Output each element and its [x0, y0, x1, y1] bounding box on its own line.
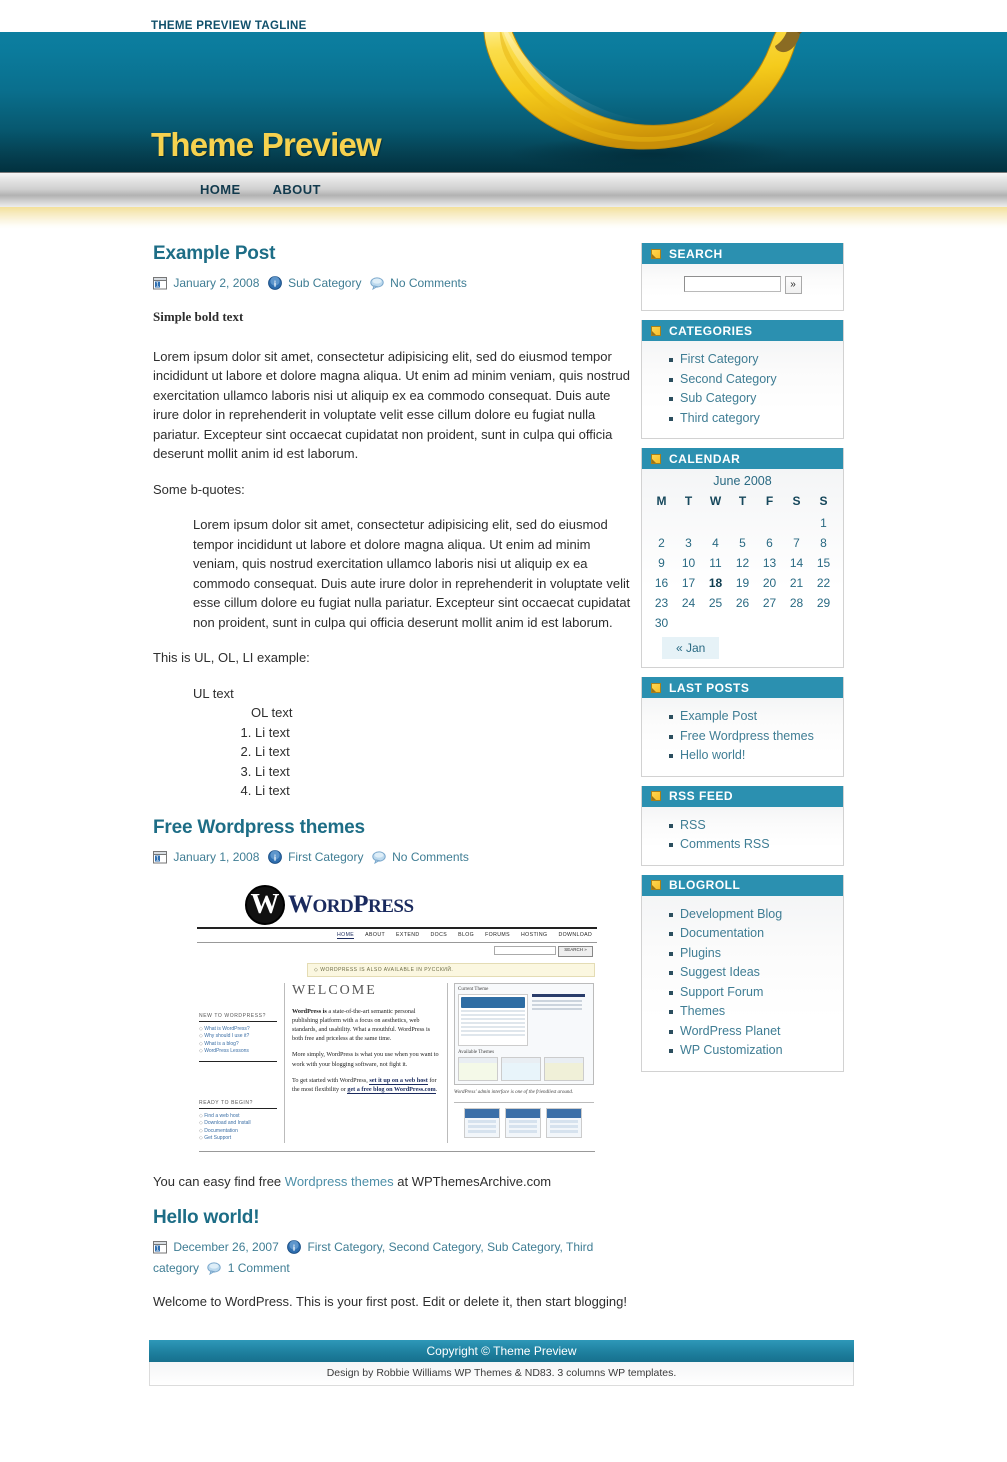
list-item: 1. Li text	[255, 723, 631, 743]
calendar-day	[756, 613, 783, 633]
calendar-day: 2	[658, 536, 665, 550]
list-item[interactable]	[680, 1041, 835, 1061]
calendar-day: 5	[739, 536, 746, 550]
header-banner	[0, 32, 1007, 172]
calendar-day: 29	[816, 596, 831, 610]
wp-theme-thumb	[458, 1057, 498, 1081]
wp-theme-row	[458, 994, 590, 1046]
svg-text:i: i	[273, 852, 276, 862]
wp-bottom-divider	[199, 1151, 595, 1152]
list-item[interactable]	[680, 350, 835, 370]
calendar-day	[756, 513, 783, 533]
wp-paragraph-1: WordPress is a state-of-the-art semantic personal publishing platform with a focus on aesthetics, web standards, and usability. What a mouthful. WordPress is both free and priceless at the same time.	[292, 1007, 431, 1043]
calendar-day: 20	[762, 576, 777, 590]
post-meta	[153, 1238, 631, 1280]
wp-left-link: ◇ WordPress Lessons	[199, 1048, 277, 1056]
calendar-week	[648, 613, 837, 633]
calendar-day	[702, 513, 729, 533]
calendar-week	[648, 573, 837, 593]
wp-theme-thumb	[544, 1057, 584, 1081]
list-item[interactable]	[680, 816, 835, 836]
page-footer	[149, 1340, 854, 1386]
search-submit-button[interactable]: »	[785, 276, 802, 294]
category-link[interactable]: Sub Category	[680, 391, 757, 405]
calendar-day: 3	[685, 536, 692, 550]
calendar-weekday: F	[765, 494, 774, 508]
post-bold-text: Simple bold text	[153, 309, 244, 324]
wp-nav-item: HOSTING	[521, 931, 548, 938]
widget-body	[642, 264, 843, 310]
widget-header	[642, 875, 843, 896]
svg-text:1: 1	[155, 282, 160, 289]
widget-header	[642, 786, 843, 807]
post-comments[interactable]: 1 Comment	[227, 1261, 290, 1275]
list-item[interactable]	[680, 905, 835, 925]
wp-paragraph-3: To get started with WordPress, set it up on a web host for the most flexibility or get a free blog on WordPress.com.	[292, 1076, 438, 1093]
widget-body	[642, 896, 843, 1071]
wp-left-links-2	[199, 1113, 277, 1143]
calendar-day: 25	[708, 596, 723, 610]
wp-left-column	[199, 983, 277, 1143]
widget-header	[642, 448, 843, 469]
list-item[interactable]	[680, 1022, 835, 1042]
calendar-day: 27	[762, 596, 777, 610]
wordpress-homepage-screenshot	[197, 881, 597, 1152]
wp-theme-mock-window	[458, 994, 528, 1046]
wp-theme-thumb	[501, 1057, 541, 1081]
wp-left-divider	[199, 1061, 277, 1100]
wp-welcome-heading: WELCOME	[292, 982, 377, 998]
calendar-day: 13	[762, 556, 777, 570]
widget-title: LAST POSTS	[669, 680, 750, 695]
widget-title: BLOGROLL	[669, 878, 741, 892]
calendar-nav	[648, 637, 837, 659]
calendar-caption: June 2008	[713, 474, 772, 488]
nav-item-home[interactable]: HOME	[200, 182, 241, 197]
post-hello-world	[149, 1207, 631, 1312]
calendar-day	[729, 513, 756, 533]
svg-text:1: 1	[155, 1246, 160, 1253]
rss-link[interactable]: Comments RSS	[680, 837, 770, 851]
calendar-icon	[153, 1240, 167, 1259]
wp-screenshot-thumb	[464, 1108, 500, 1138]
post-body	[153, 307, 631, 801]
calendar-day: 26	[735, 596, 750, 610]
wp-right-divider	[454, 1102, 594, 1103]
post-paragraph: Welcome to WordPress. This is your first post. Edit or delete it, then start blogging!	[153, 1294, 627, 1309]
calendar-day	[702, 613, 729, 633]
wp-right-column	[447, 983, 594, 1143]
list-item[interactable]	[680, 389, 835, 409]
calendar-weekday: S	[792, 494, 801, 508]
calendar-day: 16	[654, 576, 669, 590]
wordpress-themes-link[interactable]: Wordpress themes	[284, 1173, 394, 1189]
svg-text:i: i	[292, 1243, 296, 1253]
post-free-wordpress-themes	[149, 817, 631, 1192]
blogroll-link[interactable]: Development Blog	[680, 906, 783, 921]
calendar-body	[648, 513, 837, 633]
info-icon	[268, 850, 282, 869]
wp-nav-item: ABOUT	[365, 931, 386, 938]
widget-blogroll	[641, 875, 844, 1072]
post-blockquote: Lorem ipsum dolor sit amet, consectetur adipisicing elit, sed do eiusmod tempor incididunt ut labore et dolore magna aliqua. Ut enim ad minim veniam, quis nostrud exercitation ullamco laboris nisi ut aliquip ex ea commodo consequat. Duis aute irure dolor in reprehenderit in voluptate velit esse cillum dolore eu fugiat nulla pariatur. Excepteur sint occaecat cupidatat non proident, sunt in culpa qui officia deserunt mollit anim id est laborum.	[193, 517, 631, 630]
list-item[interactable]	[680, 963, 835, 983]
rss-link[interactable]: RSS	[680, 817, 706, 832]
list-item: 2. Li text	[255, 742, 631, 762]
calendar-icon	[153, 276, 167, 295]
widget-title: SEARCH	[669, 246, 723, 261]
comment-bubble-icon	[207, 1261, 221, 1280]
blogroll-link[interactable]: Support Forum	[680, 984, 764, 999]
calendar-week	[648, 593, 837, 613]
list-item[interactable]	[680, 409, 835, 429]
calendar-day: 17	[681, 576, 696, 590]
widget-square-icon	[651, 791, 661, 801]
calendar-day	[729, 613, 756, 633]
wp-nav-item: BLOG	[458, 931, 475, 938]
columns-container	[149, 229, 854, 1328]
calendar-day	[648, 513, 675, 533]
post-category[interactable]: First Category	[288, 849, 364, 864]
wp-left-label-2: READY TO BEGIN?	[199, 1100, 277, 1109]
wp-left-link: ◇ What is WordPress?	[199, 1026, 277, 1034]
wp-left-link: ◇ Download and Install	[199, 1120, 277, 1128]
category-link[interactable]: Second Category	[680, 371, 777, 386]
categories-list	[650, 350, 835, 428]
ol-text: OL text	[251, 705, 293, 720]
wp-screenshot-thumb	[505, 1108, 541, 1138]
post-link[interactable]: Example Post	[680, 709, 758, 723]
wp-theme-mock-text	[532, 994, 590, 1046]
widget-rss-feed	[641, 786, 844, 866]
widget-calendar	[641, 448, 844, 668]
wp-search-button: SEARCH »	[558, 946, 593, 957]
post-category[interactable]: First Category, Second Category, Sub Category, Third category	[153, 1240, 594, 1275]
calendar-day: 11	[709, 556, 722, 570]
calendar-table	[648, 474, 837, 633]
calendar-day: 9	[658, 556, 665, 570]
calendar-day	[783, 513, 810, 533]
wp-search-field	[494, 946, 556, 955]
list-item: 4. Li text	[255, 781, 631, 801]
widget-square-icon	[651, 326, 661, 336]
blogroll-link[interactable]: Themes	[680, 1004, 726, 1018]
category-link[interactable]: First Category	[680, 352, 759, 366]
widget-title: CALENDAR	[669, 451, 741, 466]
post-paragraph: Lorem ipsum dolor sit amet, consectetur adipisicing elit, sed do eiusmod tempor incididunt ut labore et dolore magna aliqua. Ut enim ad minim veniam, quis nostrud exercitation ullamco laboris nisi ut aliquip ex ea commodo consequat. Duis aute irure dolor in reprehenderit in voluptate velit esse cillum dolore eu fugiat nulla pariatur. Excepteur sint occaecat cupidatat non proident, sunt in culpa qui officia deserunt mollit anim id est laborum.	[153, 348, 630, 461]
calendar-week	[648, 513, 837, 533]
calendar-day	[810, 613, 837, 633]
header-accent-strip	[0, 207, 1007, 229]
search-input[interactable]	[684, 276, 781, 292]
content-column	[149, 243, 641, 1328]
wp-left-link: ◇ Find a web host	[199, 1113, 277, 1121]
post-date[interactable]: January 1, 2008	[173, 849, 260, 864]
post-date[interactable]: January 2, 2008	[173, 276, 260, 290]
list-item[interactable]	[680, 924, 835, 944]
wp-nav-item: FORUMS	[485, 931, 510, 938]
calendar-day: 4	[712, 536, 719, 550]
site-tagline: THEME PREVIEW TAGLINE	[151, 20, 307, 32]
tagline-bar	[0, 0, 1007, 32]
calendar-day	[675, 613, 702, 633]
list-item[interactable]	[680, 944, 835, 964]
widget-header	[642, 320, 843, 341]
wp-search-row	[197, 943, 597, 960]
post-meta	[153, 274, 631, 295]
calendar-day: 8	[820, 536, 827, 550]
blogroll-link[interactable]: WP Customization	[680, 1043, 783, 1057]
list-demo-block	[193, 684, 631, 801]
blogroll-link[interactable]: Plugins	[680, 945, 721, 960]
ordered-list	[193, 723, 631, 801]
calendar-day: 12	[735, 556, 750, 570]
calendar-weekday: T	[684, 494, 693, 508]
calendar-day: 14	[789, 556, 804, 570]
footer-credit-link-1[interactable]: Robbie Williams WP Themes	[376, 1366, 512, 1379]
calendar-week	[648, 553, 837, 573]
rss-list	[650, 816, 835, 855]
calendar-day	[783, 613, 810, 633]
calendar-day-today: 18	[708, 576, 723, 590]
calendar-day: 6	[766, 536, 773, 550]
wp-theme-box	[454, 983, 594, 1085]
post-comments[interactable]: No Comments	[390, 276, 467, 290]
wp-logo-row	[197, 881, 597, 929]
wp-theme-caption: Current Theme	[458, 986, 489, 992]
calendar-weekday: M	[656, 494, 667, 508]
post-title[interactable]: Example Post	[153, 243, 276, 264]
calendar-day: 7	[793, 536, 800, 550]
list-item: 3. Li text	[255, 762, 631, 782]
calendar-day: 10	[681, 556, 696, 570]
list-item[interactable]	[680, 835, 835, 855]
calendar-day: 22	[816, 576, 831, 590]
wp-nav-item: EXTEND	[396, 931, 420, 938]
wp-paragraph-2: More simply, WordPress is what you use when you want to work with your blogging software, not fight it.	[292, 1051, 439, 1068]
wp-nav-item: DOCS	[430, 931, 448, 938]
widget-square-icon	[651, 249, 661, 259]
widget-header	[642, 243, 843, 264]
widget-last-posts	[641, 677, 844, 777]
post-category[interactable]: Sub Category	[288, 276, 362, 290]
blogroll-link[interactable]: Suggest Ideas	[680, 965, 760, 979]
sidebar-column	[641, 243, 844, 1081]
widget-header	[642, 677, 843, 698]
list-item[interactable]	[680, 983, 835, 1003]
post-body	[153, 1292, 631, 1312]
comment-bubble-icon	[372, 850, 386, 869]
post-title[interactable]: Free Wordpress themes	[153, 816, 365, 838]
last-posts-list	[650, 707, 835, 766]
post-caption: You can easy find free Wordpress themes at WPThemesArchive.com	[153, 1173, 552, 1189]
blogroll-list	[650, 905, 835, 1061]
main-navigation	[0, 172, 1007, 207]
wp-center-column	[284, 983, 440, 1143]
footer-copyright: Copyright © Theme Preview	[149, 1340, 854, 1362]
svg-text:1: 1	[155, 856, 160, 863]
post-body	[153, 1172, 631, 1192]
post-date[interactable]: December 26, 2007	[173, 1240, 279, 1254]
calendar-day: 24	[681, 596, 696, 610]
category-link[interactable]: Third category	[680, 410, 760, 425]
wp-available-label: Available Themes	[458, 1049, 495, 1055]
post-title[interactable]: Hello world!	[153, 1207, 260, 1228]
calendar-day: 19	[735, 576, 750, 590]
wp-left-link: ◇ Documentation	[199, 1128, 277, 1136]
calendar-weekday: S	[819, 494, 828, 508]
calendar-weekday: T	[738, 494, 747, 508]
calendar-day: 30	[654, 616, 669, 630]
footer-credit-link-2[interactable]: ND83	[524, 1366, 552, 1379]
list-intro: This is UL, OL, LI example:	[153, 650, 310, 665]
list-item[interactable]	[680, 370, 835, 390]
calendar-day: 28	[789, 596, 804, 610]
post-comments[interactable]: No Comments	[392, 849, 469, 864]
widget-body	[642, 341, 843, 438]
wp-left-label-1: NEW TO WORDPRESS?	[199, 1013, 277, 1022]
wp-screenshot-thumbs	[454, 1108, 594, 1138]
list-item[interactable]	[680, 727, 835, 747]
info-icon	[268, 276, 282, 295]
comment-bubble-icon	[370, 276, 384, 295]
calendar-weekday: W	[709, 494, 722, 508]
wp-left-link: ◇ What is a blog?	[199, 1041, 277, 1049]
calendar-week	[648, 533, 837, 553]
post-link[interactable]: Hello world!	[680, 748, 746, 762]
wp-admin-caption: WordPress' admin interface is one of the friendliest around.	[454, 1089, 574, 1095]
widget-title: CATEGORIES	[669, 323, 753, 338]
calendar-day: 1	[820, 516, 827, 530]
wordpress-logo-icon: W	[245, 885, 285, 925]
calendar-prev-link[interactable]: « Jan	[662, 637, 719, 659]
widget-title: RSS FEED	[669, 789, 734, 803]
calendar-day	[675, 513, 702, 533]
widget-categories	[641, 320, 844, 439]
wp-nav-item: HOME	[337, 931, 355, 938]
blogroll-link[interactable]: Documentation	[680, 926, 765, 940]
wp-left-link: ◇ Get Support	[199, 1135, 277, 1143]
calendar-day: 15	[816, 556, 831, 570]
wp-nav	[197, 929, 597, 943]
wp-main-area	[197, 983, 597, 1143]
list-item[interactable]	[680, 707, 835, 727]
blogroll-link[interactable]: WordPress Planet	[680, 1023, 781, 1038]
svg-text:i: i	[273, 279, 276, 289]
page-wrapper	[0, 229, 1007, 1386]
widget-square-icon	[651, 454, 661, 464]
list-item[interactable]	[680, 746, 835, 766]
calendar-day: 23	[654, 596, 669, 610]
wp-left-link: ◇ Why should I use it?	[199, 1033, 277, 1041]
ul-text: UL text	[193, 685, 234, 701]
nav-items-container	[151, 173, 337, 207]
wp-nav-item: DOWNLOAD	[558, 931, 593, 938]
info-icon	[287, 1240, 301, 1259]
nav-item-about[interactable]: ABOUT	[272, 182, 321, 197]
widget-search	[641, 243, 844, 311]
post-example-post	[149, 243, 631, 801]
widget-square-icon	[651, 880, 661, 890]
quote-intro: Some b-quotes:	[153, 481, 245, 497]
site-title[interactable]: Theme Preview	[151, 126, 381, 163]
calendar-weekday-row	[648, 492, 837, 513]
calendar-icon	[153, 850, 167, 869]
wp-theme-thumbs	[458, 1057, 590, 1081]
post-meta	[153, 848, 631, 869]
calendar-day: 21	[789, 576, 804, 590]
wp-left-links-1	[199, 1026, 277, 1056]
wp-language-notice: ◇ WORDPRESS IS ALSO AVAILABLE IN РУССКИЙ.	[307, 963, 595, 977]
search-row	[650, 273, 835, 300]
wp-wordmark: WORDPRESS	[288, 890, 414, 918]
widget-square-icon	[651, 683, 661, 693]
widget-body	[642, 469, 843, 667]
wp-screenshot-thumb	[546, 1108, 582, 1138]
widget-body	[642, 698, 843, 776]
list-item[interactable]	[680, 1002, 835, 1022]
post-link[interactable]: Free Wordpress themes	[680, 728, 814, 743]
widget-body	[642, 807, 843, 865]
footer-credit: Design by Robbie Williams WP Themes & ND83. 3 columns WP templates.	[149, 1362, 854, 1386]
